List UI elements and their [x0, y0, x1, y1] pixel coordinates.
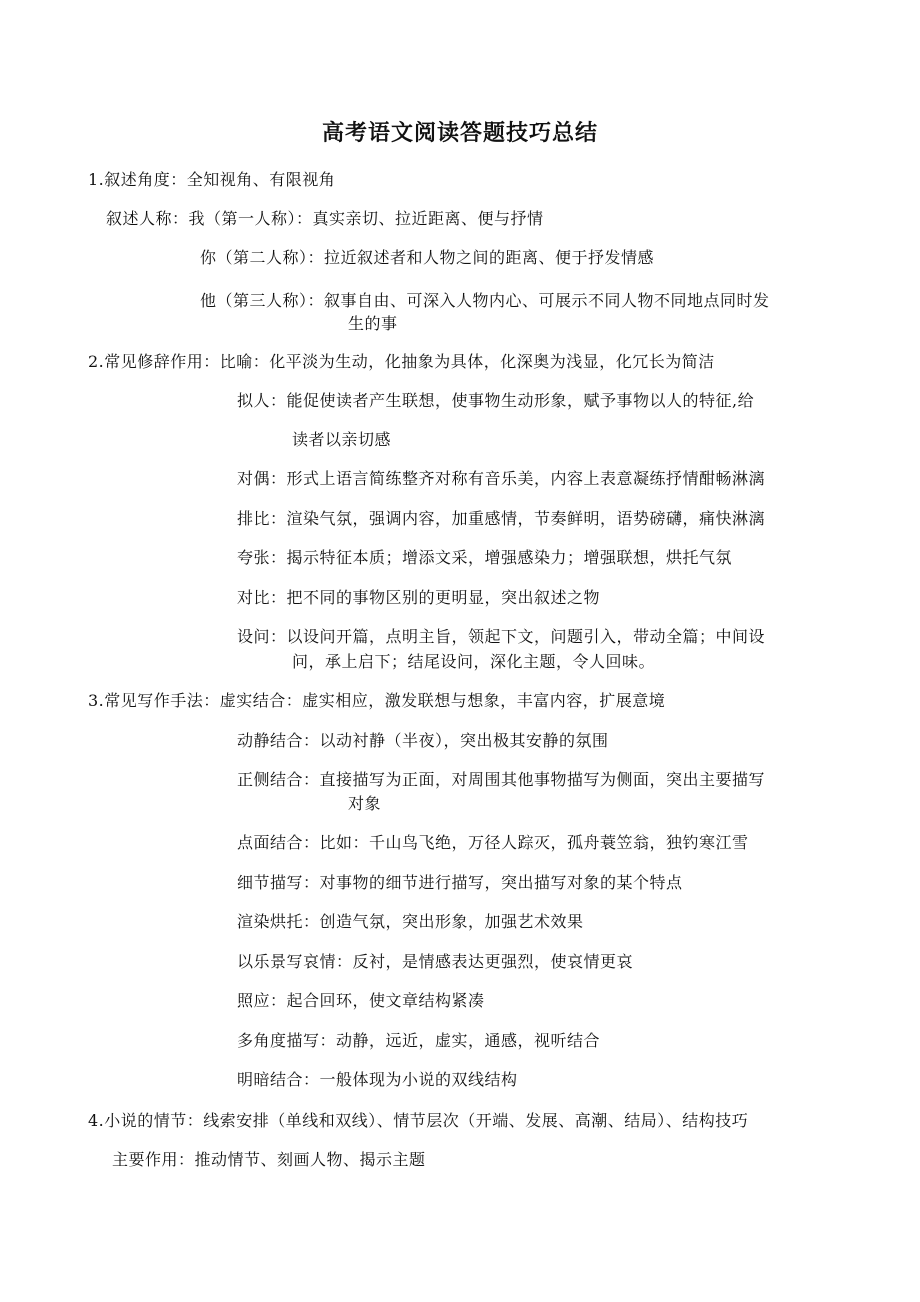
section-3-line-3: 对象 — [348, 794, 382, 813]
section-2-line-8: 问，承上启下；结尾设问，深化主题，令人回味。 — [292, 652, 656, 671]
section-3-line-8: 照应：起合回环，使文章结构紧凑 — [237, 991, 485, 1010]
section-4-heading: 4.小说的情节：线索安排（单线和双线）、情节层次（开端、发展、高潮、结局）、结构技巧 — [88, 1111, 749, 1130]
section-3-line-1: 动静结合：以动衬静（半夜），突出极其安静的氛围 — [237, 731, 609, 750]
section-2-heading: 2.常见修辞作用：比喻：化平淡为生动，化抽象为具体，化深奥为浅显，化冗长为简洁 — [88, 352, 715, 371]
section-2-line-3: 对偶：形式上语言简练整齐对称有音乐美，内容上表意凝练抒情酣畅淋漓 — [237, 469, 766, 488]
section-3-line-4: 点面结合：比如：千山鸟飞绝，万径人踪灭，孤舟蓑笠翁，独钓寒江雪 — [237, 833, 749, 852]
section-3-line-2: 正侧结合：直接描写为正面，对周围其他事物描写为侧面，突出主要描写 — [237, 770, 766, 789]
section-1-line-2: 你（第二人称）：拉近叙述者和人物之间的距离、便于抒发情感 — [200, 248, 655, 267]
section-2-line-4: 排比：渲染气氛，强调内容，加重感情，节奏鲜明，语势磅礴，痛快淋漓 — [237, 509, 766, 528]
section-3-line-5: 细节描写：对事物的细节进行描写，突出描写对象的某个特点 — [237, 873, 683, 892]
section-3-heading: 3.常见写作手法：虚实结合：虚实相应，激发联想与想象，丰富内容，扩展意境 — [88, 691, 666, 710]
section-2-line-1: 拟人：能促使读者产生联想，使事物生动形象，赋予事物以人的特征,给 — [237, 391, 755, 410]
section-3-line-6: 渲染烘托：创造气氛，突出形象，加强艺术效果 — [237, 912, 584, 931]
section-3-line-7: 以乐景写哀情：反衬，是情感表达更强烈，使哀情更哀 — [237, 952, 634, 971]
section-1-line-3: 他（第三人称）：叙事自由、可深入人物内心、可展示不同人物不同地点同时发 — [200, 291, 770, 310]
section-1-heading: 1.叙述角度：全知视角、有限视角 — [88, 170, 336, 189]
section-1-line-4: 生的事 — [348, 314, 398, 333]
section-4-line-1: 主要作用：推动情节、刻画人物、揭示主题 — [112, 1150, 426, 1169]
section-3-line-10: 明暗结合：一般体现为小说的双线结构 — [237, 1070, 518, 1089]
section-2-line-6: 对比：把不同的事物区别的更明显，突出叙述之物 — [237, 588, 601, 607]
section-2-line-5: 夸张：揭示特征本质；增添文采，增强感染力；增强联想，烘托气氛 — [237, 548, 733, 567]
section-3-line-9: 多角度描写：动静，远近，虚实，通感，视听结合 — [237, 1031, 601, 1050]
document-title: 高考语文阅读答题技巧总结 — [321, 121, 598, 146]
section-1-line-1: 叙述人称：我（第一人称）：真实亲切、拉近距离、便与抒情 — [106, 209, 544, 228]
section-2-line-7: 设问：以设问开篇，点明主旨，领起下文，问题引入，带动全篇；中间设 — [237, 627, 766, 646]
section-2-line-2: 读者以亲切感 — [292, 430, 392, 449]
